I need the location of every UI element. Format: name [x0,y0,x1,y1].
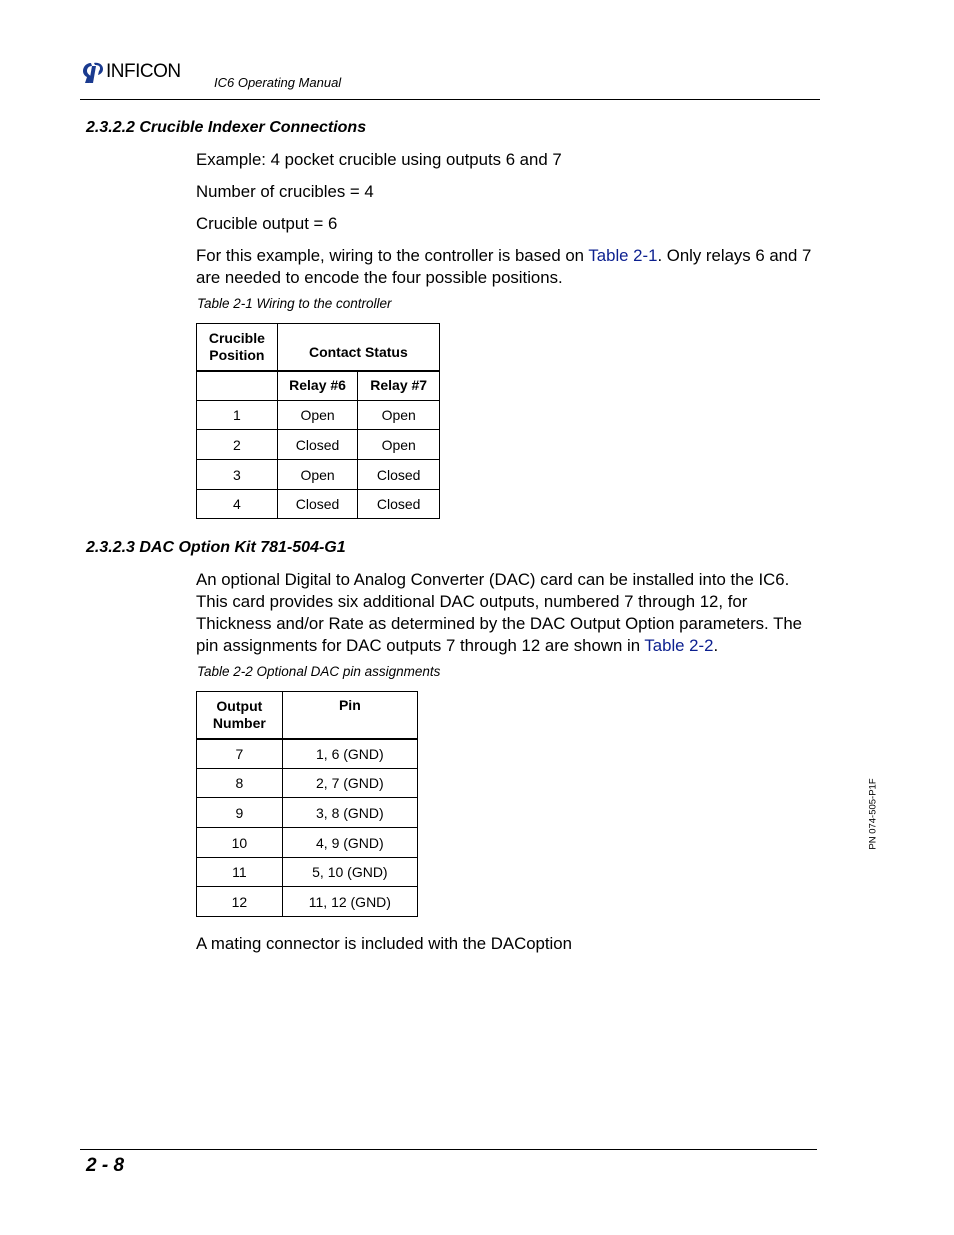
subheader-relay-6: Relay #6 [277,371,358,401]
table-2-1 [196,323,440,519]
table-2-2-caption: Table 2-2 Optional DAC pin assignments [197,664,441,679]
cell: Closed [358,490,440,519]
table-2-2 [196,691,418,917]
cell: 1 [197,401,278,430]
cell: Open [358,430,440,460]
section-heading-crucible: 2.3.2.2 Crucible Indexer Connections [86,119,367,136]
table-row [197,739,418,769]
table-row [197,887,418,917]
table-row [197,798,418,828]
cell: 4, 9 (GND) [282,828,417,858]
paragraph-wiring [196,245,816,289]
cell: Open [277,460,358,490]
cell: Closed [277,430,358,460]
cell: 11 [197,858,283,887]
cell: Closed [277,490,358,519]
table-2-1-link[interactable]: Table 2-1 [588,246,658,265]
cell: 4 [197,490,278,519]
manual-title: IC6 Operating Manual [214,75,342,90]
cell: Closed [358,460,440,490]
cell: 2 [197,430,278,460]
table-row [197,828,418,858]
table-2-1-caption: Table 2-1 Wiring to the controller [197,296,392,311]
table-row [197,769,418,798]
cell: 12 [197,887,283,917]
page-number: 2 - 8 [86,1155,125,1176]
cell: 3 [197,460,278,490]
header-contact-status: Contact Status [277,324,439,371]
dac-text-2: . [713,636,719,655]
table-row [197,858,418,887]
wiring-text-1: For this example, wiring to the controller is based on [196,246,589,265]
dac-text-1: An optional Digital to Analog Converter (DAC) card can be installed into the IC6. This card provides six additional DAC outputs, numbered 7 through 12, for Thickness and/or Rate as determined by the DAC Output Option parameters. The pin assignments for DAC outputs 7 through 12 are shown in [196,570,802,655]
paragraph-mating-connector: A mating connector is included with the DACoption [196,934,572,953]
cell: 7 [197,739,283,769]
subheader-relay-7: Relay #7 [358,371,440,401]
paragraph-dac [196,569,821,657]
paragraph-crucibles: Number of crucibles = 4 [196,182,374,201]
cell: 3, 8 (GND) [282,798,417,828]
cell: 2, 7 (GND) [282,769,417,798]
header-crucible-position: Crucible Position [197,324,278,371]
cell: Open [277,401,358,430]
cell: 8 [197,769,283,798]
section-heading-dac: 2.3.2.3 DAC Option Kit 781-504-G1 [86,539,346,556]
part-number-text: PN 074-505-P1F [867,778,879,850]
cell: 11, 12 (GND) [282,887,417,917]
paragraph-example: Example: 4 pocket crucible using outputs 6 and 7 [196,150,562,169]
cell: Open [358,401,440,430]
wiring-text-2: . Only relays 6 and 7 are needed to encode the four possible positions. [196,246,812,287]
footer-rule [80,1149,817,1150]
part-number [858,778,888,850]
inficon-logo-mark-icon [82,60,104,84]
inficon-logo [82,60,181,84]
header-rule [80,99,820,100]
logo-text: INFICON [106,61,181,82]
paragraph-output: Crucible output = 6 [196,214,338,233]
table-row [197,460,440,490]
cell: 9 [197,798,283,828]
cell: 10 [197,828,283,858]
cell: 1, 6 (GND) [282,739,417,769]
subheader-empty [197,371,278,401]
cell: 5, 10 (GND) [282,858,417,887]
header-pin: Pin [282,692,417,739]
table-row [197,401,440,430]
table-row [197,490,440,519]
header-output-number: Output Number [197,692,283,739]
table-2-2-link[interactable]: Table 2-2 [644,636,714,655]
table-row [197,430,440,460]
